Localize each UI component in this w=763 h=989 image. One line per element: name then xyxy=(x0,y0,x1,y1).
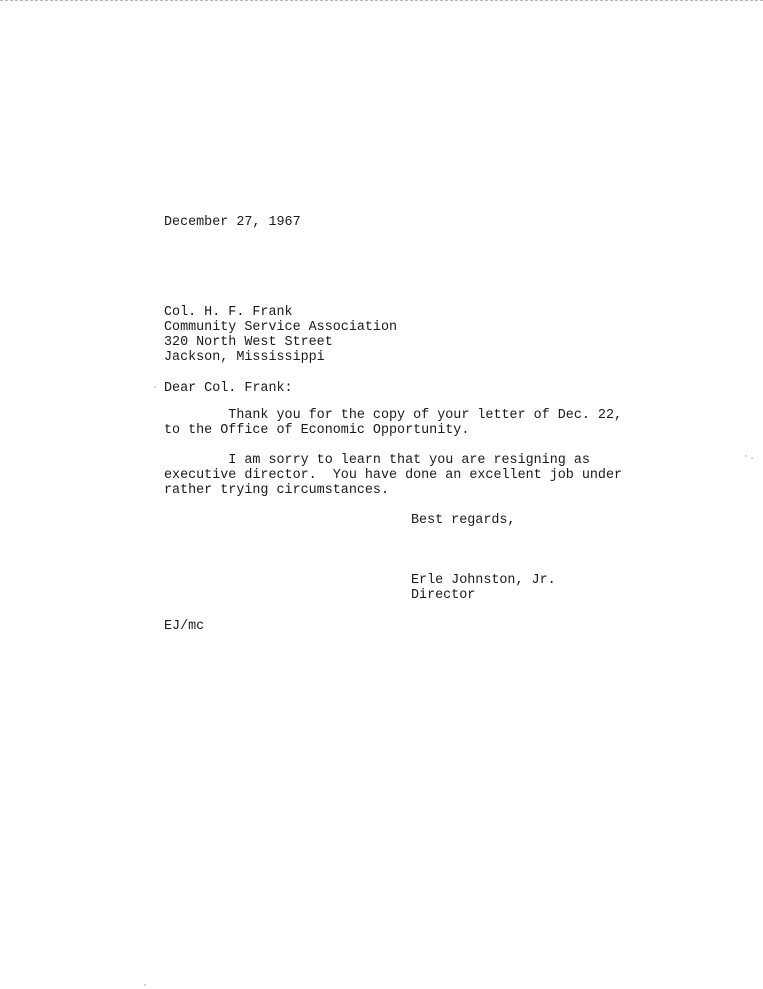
body-paragraph-1-line-1: Thank you for the copy of your letter of Dec. 22, xyxy=(164,408,623,423)
signature-name: Erle Johnston, Jr. xyxy=(411,573,556,588)
reference-initials: EJ/mc xyxy=(164,619,205,634)
body-paragraph-2-line-3: rather trying circumstances. xyxy=(164,483,389,498)
recipient-street: 320 North West Street xyxy=(164,335,333,350)
scan-speck xyxy=(745,455,747,457)
body-paragraph-2-line-1: I am sorry to learn that you are resigning as xyxy=(164,453,590,468)
scan-speck xyxy=(751,457,753,459)
letter-page xyxy=(164,0,634,634)
letter-date: December 27, 1967 xyxy=(164,215,301,230)
scan-speck xyxy=(154,386,156,388)
scan-speck xyxy=(144,984,146,986)
body-paragraph-1-line-2: to the Office of Economic Opportunity. xyxy=(164,423,470,438)
salutation: Dear Col. Frank: xyxy=(164,381,293,396)
signature-title: Director xyxy=(411,588,476,603)
recipient-name: Col. H. F. Frank xyxy=(164,305,293,320)
body-paragraph-2-line-2: executive director. You have done an excellent job under xyxy=(164,468,623,483)
recipient-organization: Community Service Association xyxy=(164,320,398,335)
closing: Best regards, xyxy=(411,513,516,528)
recipient-city: Jackson, Mississippi xyxy=(164,350,325,365)
